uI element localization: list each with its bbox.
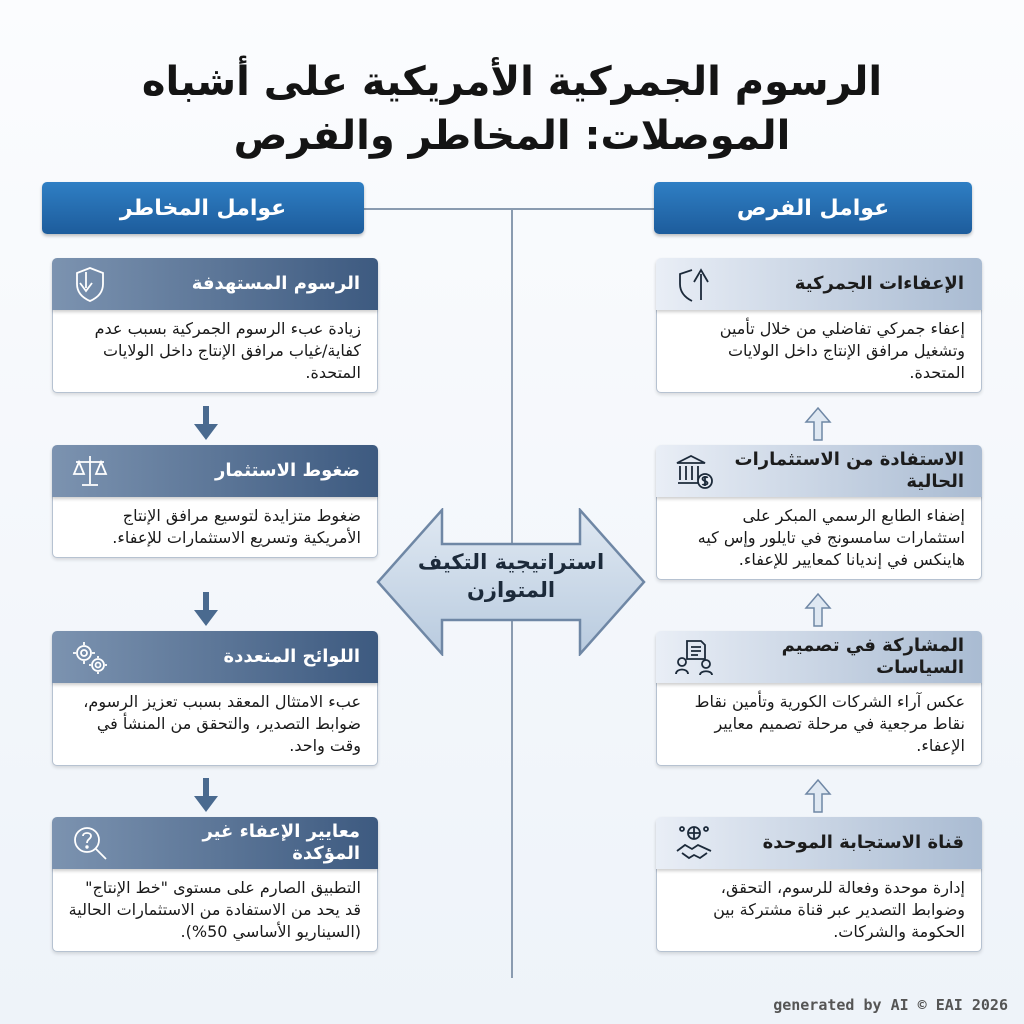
scale-icon [70, 451, 110, 491]
bank-dollar-icon [674, 451, 714, 491]
risks-header: عوامل المخاطر [42, 182, 364, 234]
magnifier-question-icon [70, 823, 110, 863]
risk-card-title: الرسوم المستهدفة [191, 273, 360, 294]
arrow-up-icon [803, 406, 833, 442]
opp-card-title: الإعفاءات الجمركية [794, 273, 964, 294]
risk-card-title: ضغوط الاستثمار [215, 460, 360, 481]
arrow-down-icon [191, 592, 221, 628]
opp-card-policy-design [656, 631, 982, 766]
footer-credit: generated by AI © EAI 2026 [773, 996, 1008, 1014]
risk-card-description: ضغوط متزايدة لتوسيع مرافق الإنتاج الأمريكية وتسريع الاستثمارات للإعفاء. [52, 497, 378, 558]
meeting-document-icon [674, 637, 714, 677]
gears-icon [70, 637, 110, 677]
risk-card-header [52, 631, 378, 683]
risk-card-header [52, 258, 378, 310]
opp-card-description: إدارة موحدة وفعالة للرسوم، التحقق، وضوابط التصدير عبر قناة مشتركة بين الحكومة والشركات. [656, 869, 982, 952]
risk-card-title: اللوائح المتعددة [223, 646, 360, 667]
shield-up-arrow-icon [674, 264, 714, 304]
shield-down-arrow-icon [70, 264, 110, 304]
opp-card-unified-channel [656, 817, 982, 952]
opp-card-description: إضفاء الطابع الرسمي المبكر على استثمارات سامسونج في تايلور وإس كيه هاينكس في إنديانا كمعايير للإعفاء. [656, 497, 982, 580]
opp-card-title: الاستفادة من الاستثمارات الحالية [734, 449, 964, 492]
risk-card-header [52, 817, 378, 869]
risk-card-targeted-tariffs [52, 258, 378, 393]
opp-card-title: قناة الاستجابة الموحدة [762, 832, 964, 853]
connector-horizontal [364, 208, 654, 210]
risk-card-uncertain-exemption [52, 817, 378, 952]
risk-card-multiple-regulations [52, 631, 378, 766]
opp-card-description: إعفاء جمركي تفاضلي من خلال تأمين وتشغيل مرافق الإنتاج داخل الولايات المتحدة. [656, 310, 982, 393]
opp-card-header [656, 817, 982, 869]
handshake-network-icon [674, 823, 714, 863]
arrow-down-icon [191, 406, 221, 442]
risk-card-description: التطبيق الصارم على مستوى "خط الإنتاج" قد يحد من الاستفادة من الاستثمارات الحالية (السيناريو الأساسي 50%). [52, 869, 378, 952]
opp-card-title: المشاركة في تصميم السياسات [781, 635, 964, 678]
risk-card-description: زيادة عبء الرسوم الجمركية بسبب عدم كفاية/غياب مرافق الإنتاج داخل الولايات المتحدة. [52, 310, 378, 393]
balanced-strategy-label: استراتيجية التكيف المتوازن [417, 550, 605, 602]
opp-card-header [656, 445, 982, 497]
opportunities-header: عوامل الفرص [654, 182, 972, 234]
opp-card-header [656, 631, 982, 683]
risk-card-header [52, 445, 378, 497]
opp-card-tariff-exemptions [656, 258, 982, 393]
arrow-up-icon [803, 592, 833, 628]
page-title: الرسوم الجمركية الأمريكية على أشباه الموصلات: المخاطر والفرص [141, 59, 883, 159]
opp-card-description: عكس آراء الشركات الكورية وتأمين نقاط نقاط مرجعية في مرحلة تصميم معايير الإعفاء. [656, 683, 982, 766]
risk-card-title: معايير الإعفاء غير المؤكدة [202, 821, 360, 864]
risk-card-description: عبء الامتثال المعقد بسبب تعزيز الرسوم، ضوابط التصدير، والتحقق من المنشأ في وقت واحد. [52, 683, 378, 766]
opp-card-header [656, 258, 982, 310]
arrow-down-icon [191, 778, 221, 814]
risk-card-investment-pressure [52, 445, 378, 558]
opp-card-existing-investments [656, 445, 982, 580]
arrow-up-icon [803, 778, 833, 814]
